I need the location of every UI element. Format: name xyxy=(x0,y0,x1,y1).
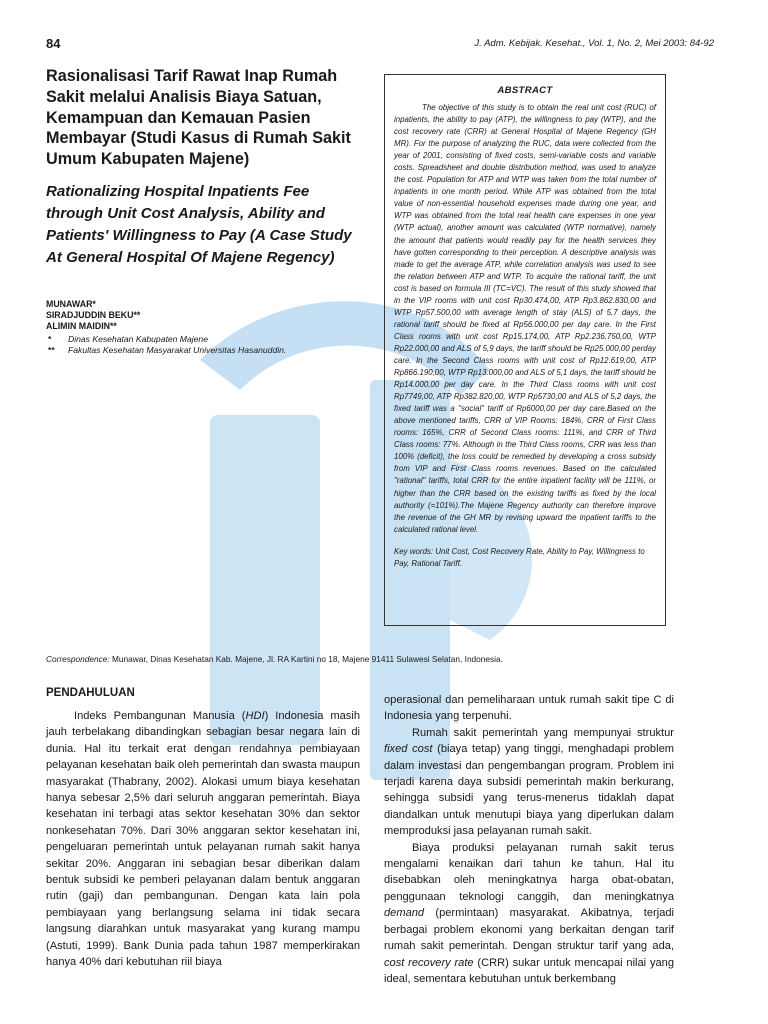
body-column-left xyxy=(46,708,360,971)
body-paragraph: operasional dan pemeliharaan untuk rumah sakit tipe C di Indonesia yang terpenuhi. xyxy=(384,694,674,723)
correspondence-text: Munawar, Dinas Kesehatan Kab. Majene, Jl. RA Kartini no 18, Majene 91411 Sulawesi Selatan, Indonesia. xyxy=(111,654,503,664)
correspondence-label: Correspondence: xyxy=(46,654,110,664)
page-number: 84 xyxy=(46,36,61,51)
title-indonesian: Rasionalisasi Tarif Rawat Inap Rumah Sakit melalui Analisis Biaya Satuan, Kemampuan dan Kemauan Pasien Membayar (Studi Kasus di Rumah Sakit Umum Kabupaten Majene) xyxy=(46,67,351,169)
body-paragraph: Rumah sakit pemerintah yang mempunyai struktur fixed cost (biaya tetap) yang tinggi, menghadapi problem dalam investasi dan pengembangan program. Problem ini terjadi karena daya subsidi pemerintah makin berkurang, sehingga subsidi yang terus-menerus tidaklah dapat diandalkan untuk menutupi biaya yang diperlukan dalam memproduksi jasa pelayanan rumah sakit. xyxy=(384,726,674,838)
title-english: Rationalizing Hospital Inpatients Fee through Unit Cost Analysis, Ability and Patients' Willingness to Pay (A Case Study At General Hospital Of Majene Regency) xyxy=(46,182,352,266)
keywords xyxy=(394,546,656,570)
author-name: ALIMIN MAIDIN** xyxy=(46,320,117,331)
affiliation-text: Fakultas Kesehatan Masyarakat Universitas Hasanuddin. xyxy=(68,344,287,355)
body-paragraph: Biaya produksi pelayanan rumah sakit terus mengalami kenaikan dari tahun ke tahun. Hal itu disebabkan oleh meningkatnya harga obat-obatan, penggunaan teknologi canggih, dan meningkatnya demand (permintaan) masyarakat. Akibatnya, terjadi berbagai problem ekonomi yang berkaitan dengan tarif rumah sakit pemerintah. Dengan struktur tarif yang ada, cost recovery rate (CRR) sukar untuk mencapai nilai yang ideal, sementara kebutuhan untuk berkembang xyxy=(384,841,674,985)
title-block xyxy=(46,66,362,356)
keywords-text: Unit Cost, Cost Recovery Rate, Ability to Pay, Willingness to Pay, Rational Tariff. xyxy=(394,546,645,568)
affiliation-mark: ** xyxy=(48,344,55,355)
running-head: J. Adm. Kebijak. Kesehat., Vol. 1, No. 2, Mei 2003: 84-92 xyxy=(474,38,714,49)
abstract-box xyxy=(384,74,666,626)
author-list xyxy=(46,299,362,332)
affiliation-text: Dinas Kesehatan Kabupaten Majene xyxy=(68,333,208,344)
keywords-label: Key words: xyxy=(394,546,434,556)
body-paragraph: Indeks Pembangunan Manusia (HDI) Indonesia masih jauh terbelakang dibandingkan sebagian besar negara lain di dunia. Hal itu terkait erat dengan rendahnya pembiayaan pelayanan kesehatan baik oleh pemerintah dan swasta maupun masyarakat (Thabrany, 2002). Alokasi umum biaya kesehatan hanya sebesar 2,5% dari seluruh anggaran pemerintah. Biaya kesehatan ini terbagi atas sektor kesehatan 30% dan sektor nonkesehatan 70%. Dari 30% anggaran sektor kesehatan ini, pengeluaran pemerintah untuk pelayanan rumah sakit hanya sekitar 20%. Anggaran ini sebagian besar diberikan dalam bentuk subsidi ke pemberi pelayanan dalam bentuk anggaran rutin (gaji) dan pembangunan. Dengan kata lain pola pembiayaan yang berlangsung selama ini tidak secara langsung diarahkan untuk masyarakat yang kurang mampu (Astuti, 1999). Bank Dunia pada tahun 1987 memperkirakan hanya 40% dari kebutuhan riil biaya xyxy=(46,710,360,969)
body-column-right xyxy=(384,692,674,987)
affiliation xyxy=(46,345,362,356)
author-name: SIRADJUDDIN BEKU** xyxy=(46,309,141,320)
affiliation-list xyxy=(46,334,362,356)
section-heading: PENDAHULUAN xyxy=(46,687,135,699)
author-name: MUNAWAR* xyxy=(46,298,96,309)
correspondence-line xyxy=(46,654,686,664)
abstract-text: The objective of this study is to obtain the real unit cost (RUC) of inpatients, the ability to pay (ATP), the willingness to pay (WTP), and the cost recovery rate (CRR) at General Hospital of Majene Regency (GH MR). For the purpose of analyzing the RUC, data were collected from the year of 2001, consisting of fixed costs, semi-variable costs and variable costs. Spreadsheet and double distribution method, was used to analyze the cost. Population for ATP and WTP was taken from the total number of inpatients in one month period. While ATP was obtained from the total value of non-essential household expenses made during one year, and WTP was obtained from the total real health care expenses in one year (WTP actual), another amount was calculated (WTP normative), namely the amount that patients would readily pay for the health services they have gotten corresponding to their perception. A descriptive analysis was made to get the average ATP, while correlation analysis was used to see the relation between ATP and WTP. To acquire the rational tariff, the unit cost is based on formula III (TC=VC). The result of this study showed that in the VIP rooms with unit cost Rp30.474,00, ATP Rp3.862.830,00 and WTP Rp57.500,00 with average length of stay (ALS) of 5,7 days, the rational tariff should be fixed at Rp56.000,00 per day care. In the First Class rooms with unit cost Rp15.174,00, ATP Rp2.236.750,00, WTP Rp22.000,00 and ALS of 5,9 days, the tariff should be Rp25.000,00 perday care. In the Second Class rooms with unit cost of Rp12.619,00, ATP Rp866.190,00, WTP Rp13.000,00 and ALS of 5,1 days, the tariff should be Rp14.000,00 per day care. In the Third Class rooms with unit cost Rp7749,00, ATP Rp382.820,00, WTP Rp5730,00 and ALS of 5,2 days, the fixed tariff was a "social" tariff of Rp6000,00 per day care.Based on the above mentioned tariffs, CRR of VIP Rooms: 184%, CRR of First Class rooms: 165%, CRR of Second Class rooms: 111%, and CRR of Third Class rooms: 77%. Although in the Third Class rooms, CRR was less than 100% (deficit), the loss could be remedied by developing a cross subsidy from VIP and First Class rooms revenues. Based on the calculated "rational" tariffs, total CRR for the entire inpatient facility will be 111%, or higher than the CRR based on the existing tariffs as fixed by the local authority (=101%).The Majene Regency authority can therefore improve the revenue of the GH MR by revising upward the inpatient tariffs to the calculated rational level. xyxy=(394,103,656,534)
abstract-heading: ABSTRACT xyxy=(497,85,553,96)
affiliation xyxy=(46,334,362,345)
affiliation-mark: * xyxy=(48,333,52,344)
